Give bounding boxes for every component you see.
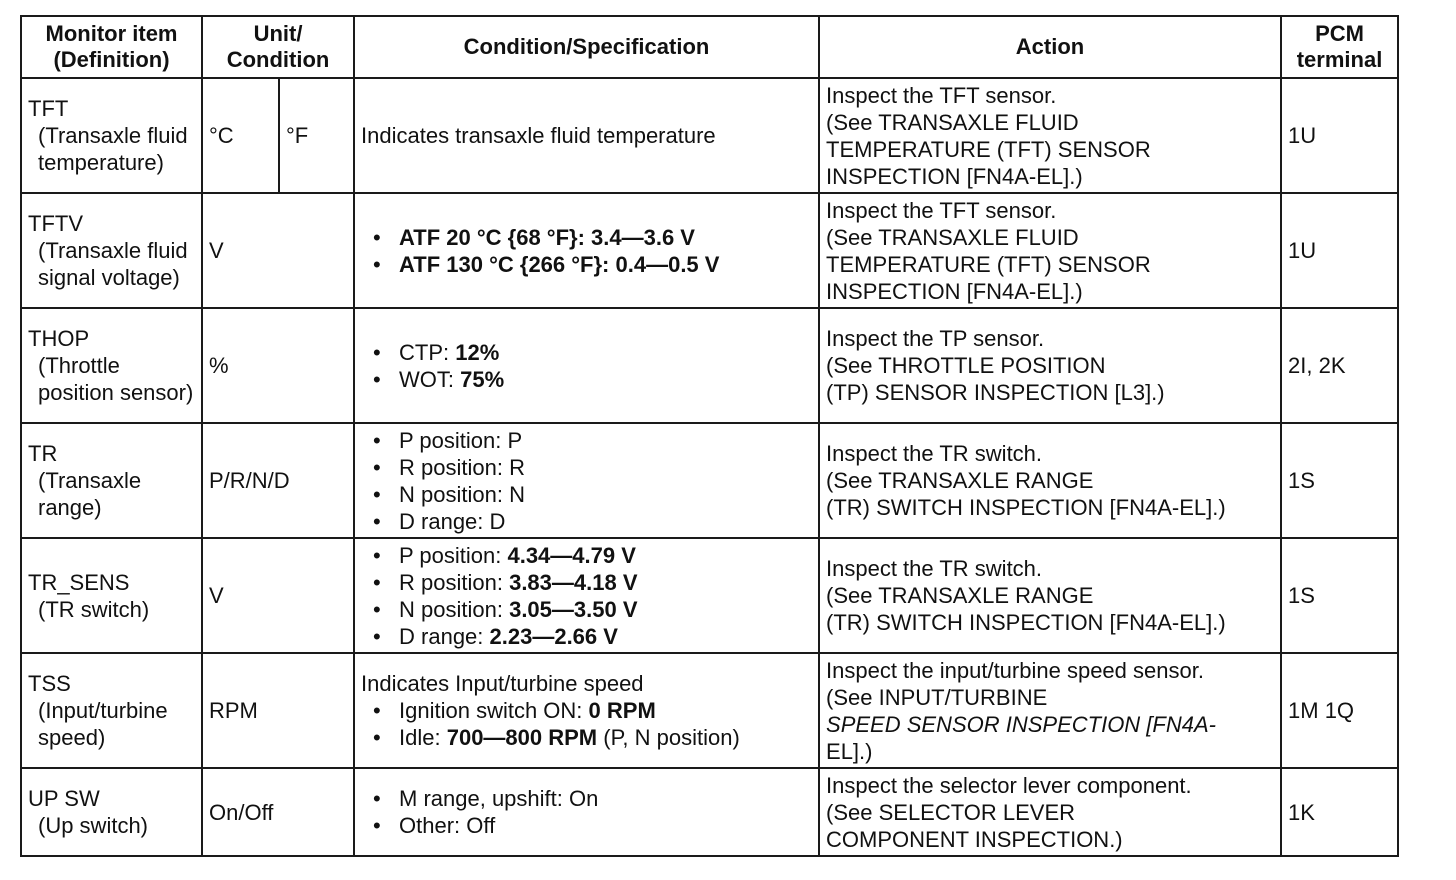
spec-bullet: • R position: 3.83—4.18 V	[361, 569, 812, 596]
spec-bullet: • CTP: 12%	[361, 339, 812, 366]
monitor-item-name: TFT	[28, 96, 69, 121]
spec-bullet: • R position: R	[361, 454, 812, 481]
unit-cell: P/R/N/D	[202, 423, 354, 538]
monitor-spec-table	[20, 15, 1399, 857]
spec-cell	[354, 768, 819, 856]
spec-bullet: • ATF 20 °C {68 °F}: 3.4—3.6 V	[361, 224, 812, 251]
action-cell: Inspect the TP sensor. (See THROTTLE POSITION (TP) SENSOR INSPECTION [L3].)	[819, 308, 1281, 423]
spec-bullet: • P position: 4.34—4.79 V	[361, 542, 812, 569]
pcm-terminal-cell: 1K	[1281, 768, 1398, 856]
unit-cell: RPM	[202, 653, 354, 768]
unit-cell: On/Off	[202, 768, 354, 856]
monitor-item-name: UP SW	[28, 786, 100, 811]
pcm-terminal-cell: 1M 1Q	[1281, 653, 1398, 768]
spec-bullet: • WOT: 75%	[361, 366, 812, 393]
pcm-terminal-cell: 1U	[1281, 193, 1398, 308]
monitor-item-name: THOP	[28, 326, 90, 351]
table-row	[21, 653, 1398, 768]
spec-bullet: • Other: Off	[361, 812, 812, 839]
unit-celsius: °C	[202, 78, 279, 193]
spec-cell	[354, 308, 819, 423]
spec-cell: Indicates transaxle fluid temperature	[354, 78, 819, 193]
header-condition-specification: Condition/Specification	[354, 16, 819, 78]
monitor-item-cell	[21, 193, 202, 308]
unit-cell: V	[202, 538, 354, 653]
spec-cell	[354, 423, 819, 538]
spec-bullet: • N position: 3.05—3.50 V	[361, 596, 812, 623]
table-row	[21, 78, 1398, 193]
monitor-item-definition: (Transaxle fluid temperature)	[38, 123, 188, 175]
table-row	[21, 768, 1398, 856]
monitor-item-definition: (Transaxle range)	[38, 468, 142, 520]
spec-bullet: • Idle: 700—800 RPM (P, N position)	[361, 724, 812, 751]
spec-bullet: • Ignition switch ON: 0 RPM	[361, 697, 812, 724]
unit-fahrenheit: °F	[279, 78, 354, 193]
monitor-item-cell	[21, 538, 202, 653]
spec-bullet: • ATF 130 °C {266 °F}: 0.4—0.5 V	[361, 251, 812, 278]
table-row	[21, 538, 1398, 653]
action-cell: Inspect the selector lever component. (See SELECTOR LEVER COMPONENT INSPECTION.)	[819, 768, 1281, 856]
action-cell: Inspect the input/turbine speed sensor. (See INPUT/TURBINE SPEED SENSOR INSPECTION [FN4A- EL].)	[819, 653, 1281, 768]
monitor-item-cell	[21, 768, 202, 856]
header-unit-condition: Unit/ Condition	[202, 16, 354, 78]
action-cell: Inspect the TFT sensor. (See TRANSAXLE FLUID TEMPERATURE (TFT) SENSOR INSPECTION [FN4A-EL].)	[819, 193, 1281, 308]
pcm-terminal-cell: 1S	[1281, 538, 1398, 653]
action-cell: Inspect the TR switch. (See TRANSAXLE RANGE (TR) SWITCH INSPECTION [FN4A-EL].)	[819, 538, 1281, 653]
spec-cell	[354, 538, 819, 653]
monitor-item-cell	[21, 308, 202, 423]
monitor-item-name: TFTV	[28, 211, 83, 236]
monitor-item-cell	[21, 653, 202, 768]
spec-cell	[354, 653, 819, 768]
action-cell: Inspect the TFT sensor. (See TRANSAXLE FLUID TEMPERATURE (TFT) SENSOR INSPECTION [FN4A-EL].)	[819, 78, 1281, 193]
unit-cell: %	[202, 308, 354, 423]
monitor-item-name: TR_SENS	[28, 569, 130, 595]
spec-bullet: • P position: P	[361, 427, 812, 454]
monitor-item-definition: (Transaxle fluid signal voltage)	[38, 238, 188, 290]
monitor-item-name: TSS	[28, 671, 71, 696]
table-row	[21, 193, 1398, 308]
pcm-terminal-cell: 1S	[1281, 423, 1398, 538]
table-row	[21, 308, 1398, 423]
spec-bullet: • N position: N	[361, 481, 812, 508]
monitor-item-cell	[21, 423, 202, 538]
monitor-item-definition: (Throttle position sensor)	[38, 353, 194, 405]
monitor-item-cell	[21, 78, 202, 193]
header-action: Action	[819, 16, 1281, 78]
action-cell: Inspect the TR switch. (See TRANSAXLE RANGE (TR) SWITCH INSPECTION [FN4A-EL].)	[819, 423, 1281, 538]
unit-cell: V	[202, 193, 354, 308]
monitor-item-definition: (Input/turbine speed)	[38, 698, 168, 750]
table-row	[21, 423, 1398, 538]
header-monitor-item: Monitor item (Definition)	[21, 16, 202, 78]
header-pcm-terminal: PCM terminal	[1281, 16, 1398, 78]
spec-bullet: • D range: 2.23—2.66 V	[361, 623, 812, 650]
spec-bullet: • M range, upshift: On	[361, 785, 812, 812]
monitor-item-definition: (TR switch)	[38, 596, 150, 622]
pcm-terminal-cell: 1U	[1281, 78, 1398, 193]
monitor-item-definition: (Up switch)	[38, 813, 149, 838]
pcm-terminal-cell: 2I, 2K	[1281, 308, 1398, 423]
spec-bullet: • D range: D	[361, 508, 812, 535]
monitor-item-name: TR	[28, 441, 58, 466]
spec-lead-text: Indicates Input/turbine speed	[361, 671, 644, 696]
spec-cell	[354, 193, 819, 308]
header-row	[21, 16, 1398, 78]
